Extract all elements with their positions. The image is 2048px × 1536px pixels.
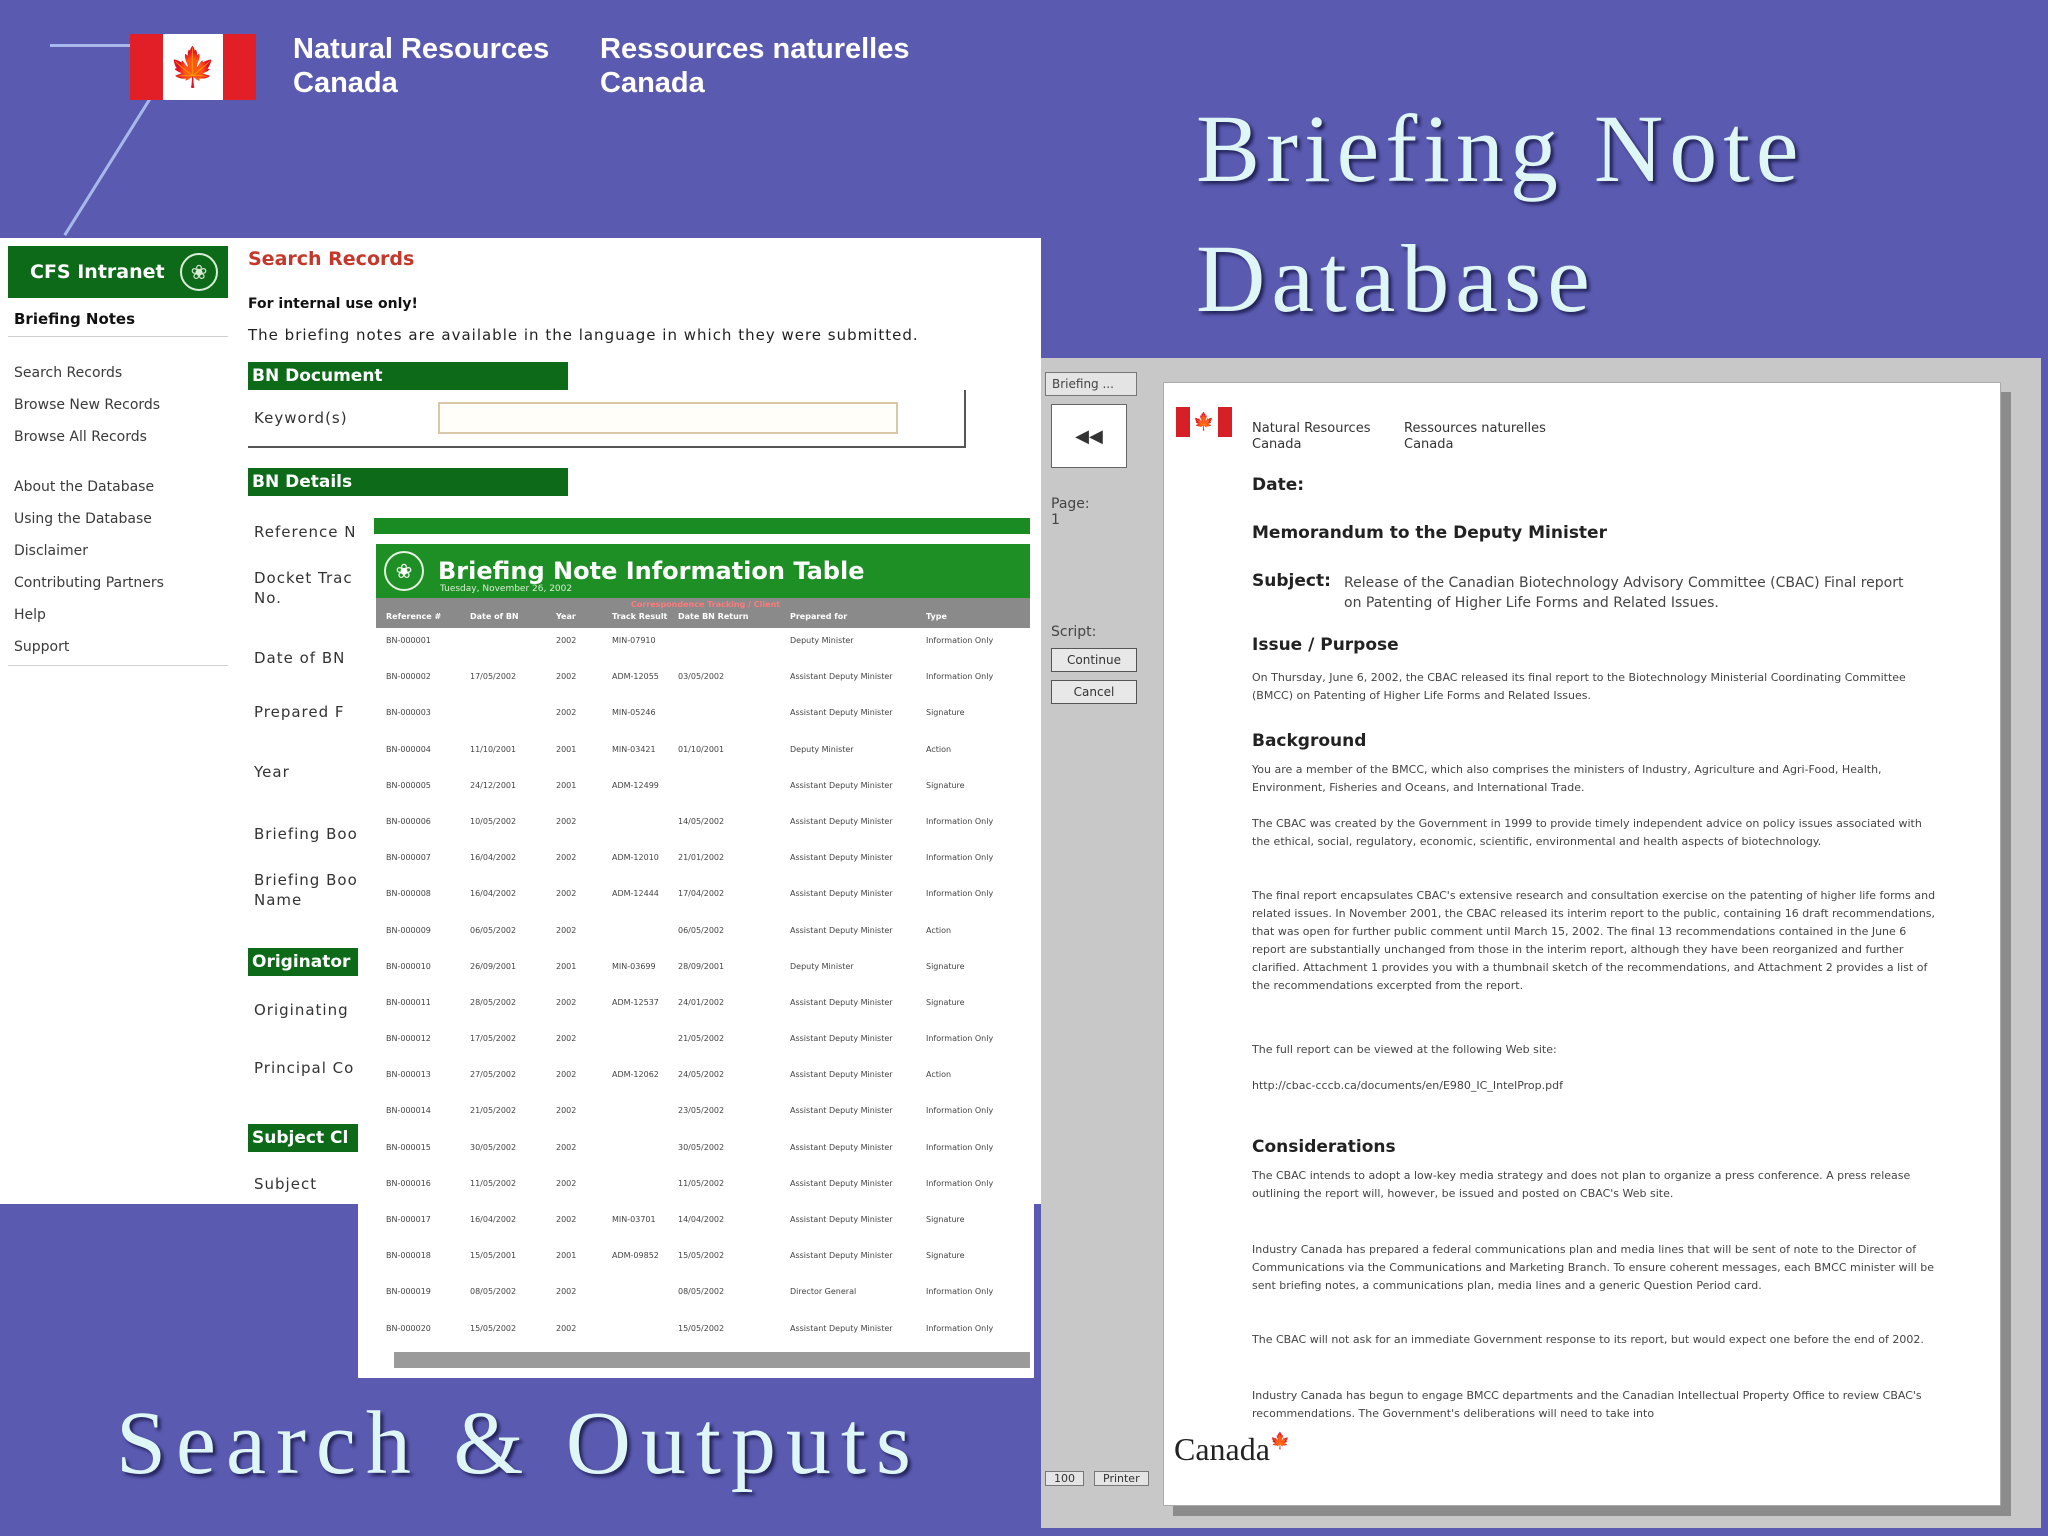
- table-cell: BN-000005: [386, 780, 431, 790]
- table-cell: Assistant Deputy Minister: [790, 816, 893, 826]
- department-name-en: Natural Resources Canada: [293, 33, 550, 99]
- section-bn-document: BN Document: [248, 362, 568, 390]
- table-cell: 11/10/2001: [470, 744, 517, 754]
- table-cell: Information Only: [926, 889, 994, 899]
- table-cell: Information Only: [926, 816, 994, 826]
- table-cell: 2001: [556, 961, 577, 971]
- table-cell: 2002: [556, 672, 577, 682]
- table-cell: BN-000002: [386, 672, 431, 682]
- keyword-label: Keyword(s): [254, 409, 348, 427]
- table-cell: BN-000007: [386, 853, 431, 863]
- page-thumbnail[interactable]: ◀◀: [1051, 404, 1127, 468]
- table-row[interactable]: [380, 1066, 1028, 1102]
- table-cell: Information Only: [926, 1034, 994, 1044]
- table-cell: 2002: [556, 1034, 577, 1044]
- background-paragraph: The full report can be viewed at the following Web site:: [1252, 1043, 1557, 1056]
- table-cell: Signature: [926, 1251, 965, 1261]
- table-cell: Signature: [926, 1215, 965, 1224]
- sidebar-item-disclaimer[interactable]: Disclaimer: [14, 543, 89, 559]
- table-cell: Assistant Deputy Minister: [790, 1142, 893, 1152]
- column-header: Year: [556, 612, 576, 621]
- table-cell: 2002: [556, 1215, 577, 1224]
- section-originator: Originator: [248, 948, 368, 976]
- table-cell: Information Only: [926, 1287, 994, 1297]
- table-cell: MIN-03699: [612, 961, 656, 971]
- table-cell: 14/05/2002: [678, 816, 725, 826]
- column-header: Date of BN: [470, 612, 519, 621]
- table-cell: ADM-12499: [612, 780, 659, 790]
- table-cell: 2001: [556, 1251, 577, 1261]
- table-row[interactable]: [380, 1247, 1028, 1283]
- maple-leaf-icon: 🍁: [1269, 1433, 1290, 1450]
- sidebar-item-about[interactable]: About the Database: [14, 479, 155, 495]
- table-cell: 2002: [556, 1178, 577, 1188]
- table-cell: 21/05/2002: [470, 1106, 517, 1116]
- table-cell: 21/05/2002: [678, 1034, 725, 1044]
- table-cell: BN-000013: [386, 1070, 431, 1080]
- table-cell: 28/09/2001: [678, 961, 725, 971]
- cancel-button[interactable]: Cancel: [1051, 680, 1137, 704]
- table-cell: Assistant Deputy Minister: [790, 997, 893, 1007]
- field-label: Subject: [254, 1175, 318, 1193]
- field-label: Reference N: [254, 523, 357, 541]
- background-paragraph: The CBAC was created by the Government in 1999 to provide timely independent advice on policy issues associated with the ethical, social, regulatory, economic, scientific, environmental and health aspects of biotechnology.: [1252, 817, 1922, 848]
- table-cell: 24/12/2001: [470, 780, 517, 790]
- table-row[interactable]: [380, 994, 1028, 1030]
- table-row[interactable]: [380, 777, 1028, 813]
- information-table-screenshot: [358, 508, 1034, 1378]
- table-cell: Director General: [790, 1287, 857, 1297]
- table-cell: Assistant Deputy Minister: [790, 780, 893, 790]
- table-cell: Assistant Deputy Minister: [790, 1070, 893, 1080]
- maple-leaf-icon: 🍁: [169, 45, 217, 89]
- table-cell: 06/05/2002: [470, 925, 517, 935]
- table-header: [376, 598, 1030, 628]
- table-row[interactable]: [380, 958, 1028, 994]
- report-url[interactable]: http://cbac-cccb.ca/documents/en/E980_IC_IntelProp.pdf: [1252, 1079, 1563, 1092]
- info-table-header: [376, 544, 1030, 598]
- table-cell: BN-000010: [386, 961, 431, 971]
- info-table-date: Tuesday, November 26, 2002: [440, 584, 573, 594]
- column-header: Date BN Return: [678, 612, 749, 621]
- table-cell: BN-000001: [386, 636, 431, 645]
- tree-logo-icon: ❀: [180, 253, 218, 291]
- field-label: Docket Trac No.: [254, 569, 353, 607]
- sidebar-item-browse-new[interactable]: Browse New Records: [14, 397, 161, 413]
- table-cell: 16/04/2002: [470, 1215, 517, 1224]
- table-row[interactable]: [380, 1030, 1028, 1066]
- table-cell: 2002: [556, 997, 577, 1007]
- table-cell: Information Only: [926, 1142, 994, 1152]
- table-cell: Information Only: [926, 1178, 994, 1188]
- table-cell: BN-000020: [386, 1323, 431, 1333]
- viewer-toolbar: [1045, 372, 1137, 704]
- considerations-paragraph: The CBAC will not ask for an immediate Government response to its report, but would expect one before the end of 2002.: [1252, 1333, 1924, 1346]
- column-group-header: Correspondence Tracking / Client: [631, 600, 781, 609]
- table-cell: 2002: [556, 1142, 577, 1152]
- field-label: Principal Co: [254, 1059, 355, 1077]
- table-cell: 15/05/2002: [678, 1323, 725, 1333]
- column-header: Prepared for: [790, 612, 848, 621]
- table-cell: 16/04/2002: [470, 889, 517, 899]
- background-heading: Background: [1252, 731, 1367, 751]
- table-row[interactable]: [380, 885, 1028, 921]
- table-cell: BN-000006: [386, 816, 431, 826]
- table-row[interactable]: [380, 704, 1028, 740]
- table-cell: 24/01/2002: [678, 997, 725, 1007]
- table-cell: 23/05/2002: [678, 1106, 725, 1116]
- table-cell: Deputy Minister: [790, 744, 854, 754]
- considerations-paragraph: Industry Canada has prepared a federal communications plan and media lines that will be sent of note to the Director of Communications via the Communications and Marketing Branch. To ensure coherent messages, each BMCC minister will be sent briefing notes, a communications plan, media lines and a generic Question Period card.: [1252, 1243, 1935, 1292]
- continue-button[interactable]: Continue: [1051, 648, 1137, 672]
- internal-use-note: For internal use only!: [248, 296, 418, 312]
- sidebar-item-browse-all[interactable]: Browse All Records: [14, 429, 147, 445]
- table-cell: Information Only: [926, 1106, 994, 1116]
- table-cell: 26/09/2001: [470, 961, 517, 971]
- horizontal-scrollbar[interactable]: [394, 1352, 1030, 1368]
- table-cell: 2002: [556, 816, 577, 826]
- viewer-status-bar: [1045, 1468, 1149, 1488]
- page-dept-en: Natural Resources Canada: [1252, 421, 1371, 452]
- table-cell: Signature: [926, 708, 965, 718]
- table-cell: Information Only: [926, 672, 994, 682]
- table-row[interactable]: [380, 1211, 1028, 1247]
- considerations-paragraph: Industry Canada has begun to engage BMCC departments and the Canadian Intellectual Property Office to review CBAC's recommendations. The Government's deliberations will need to take into: [1252, 1389, 1922, 1420]
- table-cell: 2002: [556, 853, 577, 863]
- script-label: Script:: [1051, 624, 1097, 640]
- field-label: Briefing Boo Name: [254, 871, 358, 909]
- table-cell: 15/05/2002: [470, 1323, 517, 1333]
- document-viewer-window: [1041, 358, 2041, 1528]
- column-header: Reference #: [386, 612, 442, 621]
- table-cell: ADM-12010: [612, 853, 659, 863]
- table-row[interactable]: [380, 741, 1028, 777]
- table-cell: Assistant Deputy Minister: [790, 925, 893, 935]
- canada-flag: [130, 34, 256, 100]
- table-cell: 2002: [556, 1323, 577, 1333]
- table-cell: 11/05/2002: [470, 1178, 517, 1188]
- table-cell: Signature: [926, 961, 965, 971]
- table-cell: Assistant Deputy Minister: [790, 672, 893, 682]
- field-label: Prepared F: [254, 703, 345, 721]
- info-table-title: Briefing Note Information Table: [438, 557, 865, 585]
- table-cell: Assistant Deputy Minister: [790, 1034, 893, 1044]
- issue-text: On Thursday, June 6, 2002, the CBAC released its final report to the Biotechnology Ministerial Coordinating Committee (BMCC) on Patenting of Higher Life Forms and Related Issues.: [1252, 671, 1906, 702]
- subject-text: Release of the Canadian Biotechnology Advisory Committee (CBAC) Final report on Patenting of Higher Life Forms and Related Issues.: [1344, 575, 1904, 611]
- table-cell: Information Only: [926, 853, 994, 863]
- intranet-header[interactable]: CFS Intranet ❀: [8, 246, 228, 298]
- table-cell: ADM-09852: [612, 1251, 659, 1261]
- table-cell: Deputy Minister: [790, 961, 854, 971]
- table-cell: BN-000014: [386, 1106, 431, 1116]
- document-select[interactable]: Briefing ...: [1045, 372, 1137, 396]
- table-row[interactable]: [380, 813, 1028, 849]
- tree-logo-icon: ❀: [384, 551, 424, 591]
- table-cell: 2002: [556, 889, 577, 899]
- considerations-heading: Considerations: [1252, 1137, 1396, 1157]
- canada-wordmark: Canada🍁: [1174, 1431, 1290, 1467]
- table-row[interactable]: [380, 1320, 1028, 1356]
- table-cell: BN-000012: [386, 1034, 431, 1044]
- keyword-input[interactable]: [438, 402, 898, 434]
- table-body: [380, 632, 1028, 1356]
- sidebar: [8, 246, 228, 666]
- table-cell: 15/05/2002: [678, 1251, 725, 1261]
- sidebar-item-help[interactable]: Help: [14, 607, 46, 623]
- table-cell: Action: [926, 925, 952, 935]
- table-cell: 2002: [556, 1070, 577, 1080]
- page-label: Page:: [1051, 496, 1090, 512]
- table-cell: 15/05/2001: [470, 1251, 517, 1261]
- printer-select[interactable]: Printer: [1094, 1471, 1149, 1486]
- table-cell: 17/05/2002: [470, 1034, 517, 1044]
- table-row[interactable]: [380, 1175, 1028, 1211]
- table-cell: MIN-05246: [612, 708, 656, 718]
- considerations-paragraph: The CBAC intends to adopt a low-key media strategy and does not plan to organize a press conference. A press release outlining the report will, however, be issued and posted on CBAC's Web site.: [1252, 1169, 1911, 1200]
- table-cell: Assistant Deputy Minister: [790, 1323, 893, 1333]
- table-cell: 2002: [556, 925, 577, 935]
- table-cell: 08/05/2002: [678, 1287, 725, 1297]
- table-cell: Assistant Deputy Minister: [790, 708, 893, 718]
- table-cell: 2002: [556, 1106, 577, 1116]
- table-cell: MIN-07910: [612, 636, 656, 645]
- slide-title: Briefing Note Database: [1196, 95, 1805, 332]
- table-row[interactable]: [380, 922, 1028, 958]
- date-label: Date:: [1252, 475, 1305, 495]
- table-cell: ADM-12062: [612, 1070, 659, 1080]
- table-cell: BN-000011: [386, 997, 431, 1007]
- table-row[interactable]: [380, 1283, 1028, 1319]
- zoom-field[interactable]: 100: [1045, 1471, 1084, 1486]
- table-cell: BN-000003: [386, 708, 431, 718]
- briefing-note-page: [1163, 382, 2001, 1506]
- field-label: Year: [254, 763, 290, 781]
- table-cell: MIN-03421: [612, 744, 656, 754]
- page-dept-fr: Ressources naturelles Canada: [1404, 421, 1546, 452]
- department-name-fr: Ressources naturelles Canada: [600, 33, 910, 99]
- section-bn-details: BN Details: [248, 468, 568, 496]
- table-cell: 01/10/2001: [678, 744, 725, 754]
- field-label: Briefing Boo: [254, 825, 358, 843]
- table-cell: 2002: [556, 708, 577, 718]
- table-cell: Information Only: [926, 1323, 994, 1333]
- table-cell: BN-000008: [386, 889, 431, 899]
- table-cell: 27/05/2002: [470, 1070, 517, 1080]
- table-cell: MIN-03701: [612, 1215, 656, 1224]
- subject-label: Subject:: [1252, 571, 1331, 591]
- column-header: Type: [926, 612, 947, 621]
- table-cell: Assistant Deputy Minister: [790, 889, 893, 899]
- table-cell: 06/05/2002: [678, 925, 725, 935]
- table-cell: 2001: [556, 744, 577, 754]
- section-subject: Subject Cl: [248, 1124, 368, 1152]
- sidebar-nav: [8, 337, 228, 663]
- sidebar-item-search-records[interactable]: Search Records: [14, 365, 123, 381]
- field-label: Date of BN: [254, 649, 346, 667]
- table-row[interactable]: [380, 668, 1028, 704]
- issue-heading: Issue / Purpose: [1252, 635, 1399, 655]
- table-cell: 30/05/2002: [678, 1142, 725, 1152]
- canada-flag: [1176, 407, 1232, 437]
- table-cell: Deputy Minister: [790, 636, 854, 645]
- table-cell: 2002: [556, 1287, 577, 1297]
- background-paragraph: You are a member of the BMCC, which also comprises the ministers of Industry, Agriculture and Agri-Food, Health, Environment, Fisheries and Oceans, and International Trade.: [1252, 763, 1882, 794]
- table-cell: Assistant Deputy Minister: [790, 1106, 893, 1116]
- table-cell: BN-000018: [386, 1251, 431, 1261]
- table-cell: 28/05/2002: [470, 997, 517, 1007]
- table-row[interactable]: [380, 1139, 1028, 1175]
- table-cell: ADM-12055: [612, 672, 659, 682]
- sidebar-item-using[interactable]: Using the Database: [14, 511, 152, 527]
- table-cell: 11/05/2002: [678, 1178, 725, 1188]
- table-cell: Assistant Deputy Minister: [790, 1178, 893, 1188]
- page-value: 1: [1051, 512, 1060, 528]
- table-cell: Action: [926, 744, 952, 754]
- table-cell: BN-000015: [386, 1142, 431, 1152]
- field-label: Originating: [254, 1001, 349, 1019]
- table-cell: 08/05/2002: [470, 1287, 517, 1297]
- table-cell: Assistant Deputy Minister: [790, 1251, 893, 1261]
- table-row[interactable]: [380, 849, 1028, 885]
- memo-heading: Memorandum to the Deputy Minister: [1252, 523, 1607, 543]
- table-cell: Assistant Deputy Minister: [790, 1215, 893, 1224]
- table-row[interactable]: [380, 1102, 1028, 1138]
- decorative-line: [63, 90, 156, 236]
- table-cell: 21/01/2002: [678, 853, 725, 863]
- table-cell: 24/05/2002: [678, 1070, 725, 1080]
- section-title: Search & Outputs: [116, 1394, 921, 1493]
- table-cell: 2002: [556, 636, 577, 645]
- table-cell: BN-000009: [386, 925, 431, 935]
- table-cell: 14/04/2002: [678, 1215, 725, 1224]
- table-cell: 2001: [556, 780, 577, 790]
- table-cell: BN-000004: [386, 744, 431, 754]
- table-cell: ADM-12444: [612, 889, 659, 899]
- table-cell: 03/05/2002: [678, 672, 725, 682]
- table-cell: Assistant Deputy Minister: [790, 853, 893, 863]
- sidebar-item-partners[interactable]: Contributing Partners: [14, 575, 164, 591]
- keyword-row: [248, 390, 966, 448]
- table-cell: 30/05/2002: [470, 1142, 517, 1152]
- table-cell: 16/04/2002: [470, 853, 517, 863]
- table-cell: Signature: [926, 997, 965, 1007]
- table-cell: 17/04/2002: [678, 889, 725, 899]
- table-cell: ADM-12537: [612, 997, 659, 1007]
- page-title: Search Records: [248, 248, 415, 270]
- sidebar-subtitle: Briefing Notes: [8, 298, 228, 337]
- table-cell: 10/05/2002: [470, 816, 517, 826]
- table-cell: BN-000017: [386, 1215, 431, 1224]
- table-cell: Signature: [926, 780, 965, 790]
- table-cell: Action: [926, 1070, 952, 1080]
- table-cell: BN-000016: [386, 1178, 431, 1188]
- background-paragraph: The final report encapsulates CBAC's extensive research and consultation exercise on the patenting of higher life forms and related issues. In November 2001, the CBAC released its interim report to the public, containing 16 draft recommendations, that was open for further public comment until March 15, 2002. The final 13 recommendations contained in the June 6 report are substantially unchanged from those in the interim report, although they have been reorganized and further clarified. Attachment 1 provides you with a thumbnail sketch of the recommendations, and Attachment 2 provides a list of the recommendations excerpted from the report.: [1252, 889, 1936, 992]
- sidebar-item-support[interactable]: Support: [14, 639, 70, 655]
- table-row[interactable]: [380, 632, 1028, 668]
- table-cell: Information Only: [926, 636, 994, 645]
- column-header: Track Result: [612, 612, 668, 621]
- table-cell: 17/05/2002: [470, 672, 517, 682]
- maple-leaf-icon: 🍁: [1193, 412, 1215, 432]
- table-cell: BN-000019: [386, 1287, 431, 1297]
- language-description: The briefing notes are available in the language in which they were submitted.: [248, 326, 919, 344]
